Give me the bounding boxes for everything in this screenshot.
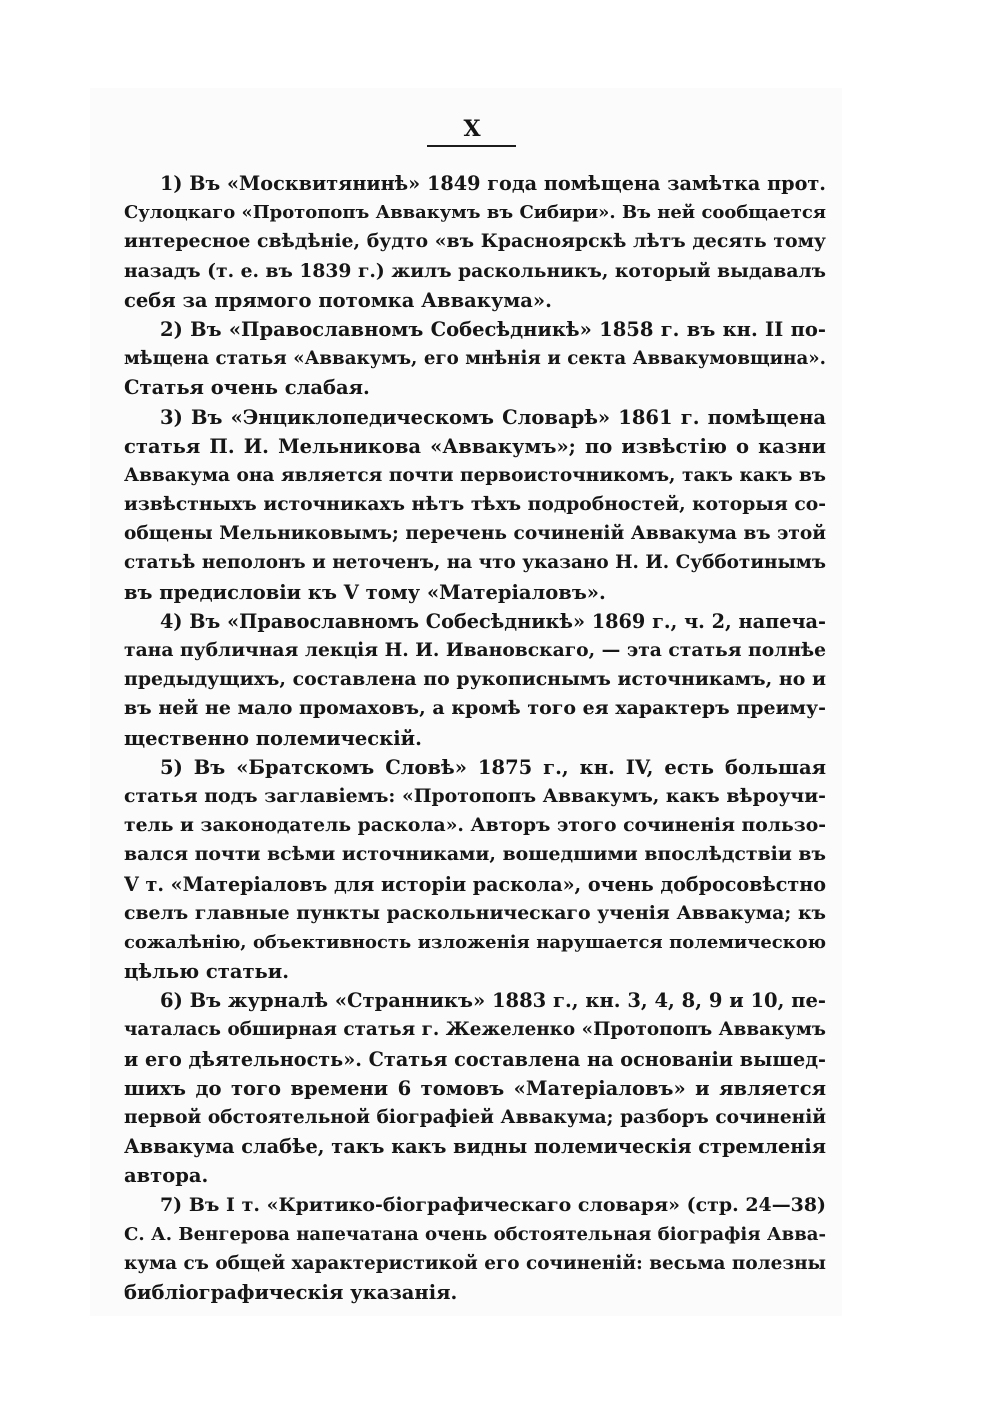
text-line: чаталась обширная статья г. Жежеленко «Протопопъ Аввакумъ [124, 1019, 826, 1041]
paragraph-1 [124, 169, 826, 315]
page-number: X [463, 116, 482, 142]
text-line: себя за прямого потомка Аввакума». [124, 288, 552, 312]
text-body [124, 169, 826, 1307]
text-line: V т. «Матеріаловъ для исторіи раскола», очень добросовѣстно [124, 872, 826, 896]
paragraph-4 [124, 607, 826, 753]
text-line: 6) Въ журналѣ «Странникъ» 1883 г., кн. 3, 4, 8, 9 и 10, пе- [160, 989, 826, 1013]
text-line: 3) Въ «Энциклопедическомъ Словарѣ» 1861 г. помѣщена [160, 405, 826, 429]
text-line: вался почти всѣми источниками, вошедшими впослѣдствіи въ [124, 843, 826, 866]
text-line: тель и законодатель раскола». Авторъ этого сочиненія пользо- [124, 814, 826, 837]
paragraph-5 [124, 753, 826, 987]
text-line: цѣлью статьи. [124, 960, 290, 984]
text-line: кума съ общей характеристикой его сочиненій: весьма полезны [124, 1252, 826, 1274]
text-line: интересное свѣдѣніе, будто «въ Красноярскѣ лѣтъ десять тому [124, 230, 826, 253]
text-line: общены Мельниковымъ; перечень сочиненій Аввакума въ этой [124, 523, 826, 545]
text-line: въ ней не мало промаховъ, а кромѣ того ея характеръ преиму- [124, 697, 826, 720]
text-line: 7) Въ I т. «Критико-біографическаго словаря» (стр. 24—38) [160, 1193, 826, 1216]
text-line: предыдущихъ, составлена по рукописнымъ источникамъ, но и [124, 668, 826, 691]
text-line: шихъ до того времени 6 томовъ «Матеріаловъ» и является [124, 1076, 826, 1100]
text-line: Аввакума она является почти первоисточникомъ, такъ какъ въ [124, 464, 826, 486]
text-line: и его дѣятельность». Статья составлена на основаніи вышед- [124, 1047, 826, 1071]
paragraph-7 [124, 1191, 826, 1308]
text-line: библіографическія указанія. [124, 1281, 458, 1305]
text-line: извѣстныхъ источникахъ нѣтъ тѣхъ подробностей, которыя со- [124, 493, 826, 516]
text-line: С. А. Венгерова напечатана очень обстоятельная біографія Авва- [124, 1223, 826, 1245]
text-line: въ предисловіи къ V тому «Матеріаловъ». [124, 580, 606, 604]
text-line: Аввакума слабѣе, такъ какъ видны полемическія стремленія [124, 1135, 826, 1159]
text-line: Сулоцкаго «Протопопъ Аввакумъ въ Сибири». Въ ней сообщается [124, 202, 826, 224]
text-line: щественно полемическій. [124, 726, 422, 750]
text-line: 4) Въ «Православномъ Собесѣдникѣ» 1869 г., ч. 2, напеча- [160, 609, 826, 633]
text-line: статья П. И. Мельникова «Аввакумъ»; по извѣстію о казни [124, 434, 826, 458]
text-line: 1) Въ «Москвитянинѣ» 1849 года помѣщена замѣтка прот. [160, 172, 826, 195]
text-line: тана публичная лекція Н. И. Ивановскаго, — эта статья полнѣе [124, 639, 826, 661]
text-line: автора. [124, 1164, 209, 1188]
text-line: статья подъ заглавіемъ: «Протопопъ Аввакумъ, какъ вѣроучи- [124, 784, 826, 807]
text-line: Статья очень слабая. [124, 376, 370, 400]
text-line: первой обстоятельной біографіей Аввакума; разборъ сочиненій [124, 1107, 826, 1128]
paragraph-6 [124, 986, 826, 1190]
paragraph-2 [124, 315, 826, 403]
paragraph-3 [124, 403, 826, 607]
text-line: сожалѣнію, объективность изложенія нарушается полемическою [124, 931, 826, 953]
text-line: назадъ (т. е. въ 1839 г.) жилъ раскольникъ, который выдавалъ [124, 259, 826, 282]
text-line: мѣщена статья «Аввакумъ, его мнѣнія и секта Аввакумовщина». [124, 348, 826, 370]
text-line: статьѣ неполонъ и неточенъ, на что указано Н. И. Субботинымъ [124, 552, 826, 574]
text-line: свелъ главные пункты раскольническаго ученія Аввакума; къ [124, 901, 826, 924]
text-line: 2) Въ «Православномъ Собесѣдникѣ» 1858 г. въ кн. II по- [160, 317, 826, 341]
text-line: 5) Въ «Братскомъ Словѣ» 1875 г., кн. IV, есть большая [160, 755, 826, 779]
page-number-rule [427, 145, 516, 147]
